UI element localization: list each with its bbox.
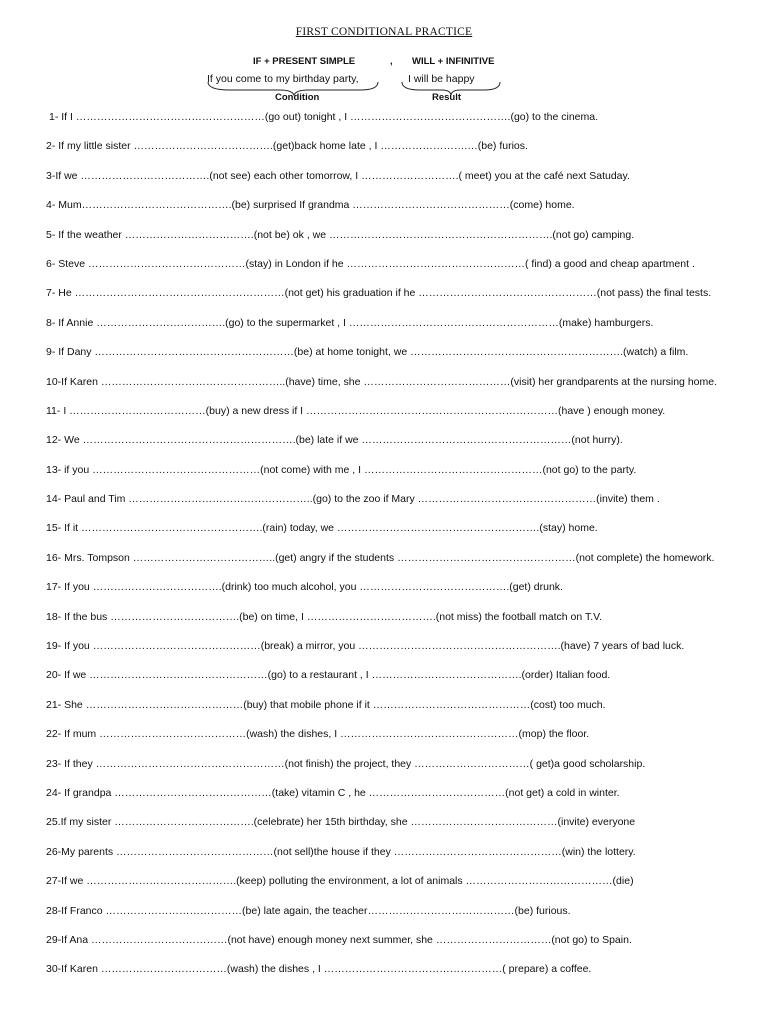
exercise-item: 12- We …………………………………………………….(be) late if we ……………………………………………………(not hurry).	[46, 434, 623, 447]
exercise-item: 29-If Ana …………………………………(not have) enough money next summer, she ……………………………(not go) to Spain.	[46, 933, 632, 946]
exercise-item: 28-If Franco …………………………………(be) late again, the teacher……………………………………(be) furious.	[46, 904, 571, 917]
exercise-item: 6- Steve ………………………………………(stay) in London if he ……………………………………………( find) a good and cheap apartment .	[46, 257, 695, 270]
exercise-item: 20- If we ……………………………………………(go) to a restaurant , I …………………………………….(order) Italian food.	[46, 669, 611, 682]
exercise-item: 24- If grandpa ………………………………………(take) vitamin C , he …………………………………(not get) a cold in winter.	[46, 786, 620, 799]
exercise-item: 7- He ……………………………………………………(not get) his graduation if he ……………………………………………(not pass) the final tests.	[46, 287, 712, 300]
exercise-item: 4- Mum…………………………………….(be) surprised If grandma ………………………………………(come) home.	[46, 199, 575, 212]
exercise-item: 14- Paul and Tim ……………………………………………..(go) to the zoo if Mary ……………………………………………(invite) them .	[46, 493, 660, 506]
exercise-item: 26-My parents ………………………………………(not sell)the house if they …………………………………………(win) the lottery.	[46, 845, 636, 858]
exercise-item: 3-If we ……………………………….(not see) each other tomorrow, I ……………………….( meet) you at the café next Satuday.	[46, 169, 630, 182]
formula-comma: ,	[390, 56, 393, 67]
exercise-item: 21- She ………………………………………(buy) that mobile phone if it ………………………………………(cost) too much.	[46, 698, 606, 711]
exercise-item: 19- If you …………………………………………(break) a mirror, you ………………………………………………….(have) 7 years of bad luck.	[46, 640, 685, 653]
exercise-item: 17- If you ……………………………….(drink) too much alcohol, you …………………………………….(get) drunk.	[46, 581, 563, 594]
formula-condition: IF + PRESENT SIMPLE	[253, 56, 356, 67]
exercise-item: 11- I …………………………………(buy) a new dress if I ………………………………………………………………(have ) enough money.	[46, 404, 666, 417]
exercise-item: 30-If Karen ………………………………(wash) the dishes , I ……………………………………………( prepare) a coffee.	[46, 963, 592, 976]
exercise-item: 2- If my little sister ………………………………….(get)back home late , I …………………….…(be) furios.	[46, 140, 528, 153]
exercise-item: 25.If my sister ………………………………….(celebrate) her 15th birthday, she ……………………………………(invite) everyone	[46, 816, 636, 829]
example-condition: If you come to my birthday party,	[207, 73, 359, 85]
exercise-item: 27-If we …………………………………….(keep) polluting the environment, a lot of animals ……………………………………(die)	[46, 875, 634, 888]
exercise-item: 10-If Karen ……………………………………………..(have) time, she ……………………………………(visit) her grandparents at the nursing home.	[46, 375, 718, 388]
example-brackets	[0, 0, 768, 100]
exercise-item: 15- If it …………………………………………….(rain) today, we ………………………………………………….(stay) home.	[46, 522, 598, 535]
condition-label: Condition	[275, 92, 320, 103]
exercise-item: 9- If Dany …………………………………………………(be) at home tonight, we …………………………………………………….(watch) a film.	[46, 346, 689, 359]
exercise-item: 1- If I ………………………………………………(go out) tonight , I ……………………………………….(go) to the cinema.	[49, 111, 599, 123]
result-label: Result	[432, 92, 462, 103]
page-title: FIRST CONDITIONAL PRACTICE	[295, 26, 473, 38]
exercise-item: 18- If the bus ……………………………….(be) on time, I ……………………………….(not miss) the football match on T.V.	[46, 610, 603, 623]
exercise-list	[0, 103, 768, 985]
exercise-item: 5- If the weather ……………………………….(not be) ok , we ……………………………………………………….(not go) camping.	[46, 228, 635, 241]
example-result: I will be happy	[408, 73, 475, 85]
exercise-item: 23- If they ………………………………………………(not finish) the project, they ……………………………( get)a good scholarship.	[46, 757, 646, 770]
exercise-item: 8- If Annie ……………………………….(go) to the supermarket , I ……………………………………………………(make) hamburgers.	[46, 316, 654, 329]
exercise-item: 16- Mrs. Tompson …………………………………..(get) angry if the students ……………………………………………(not complete) the homework.	[46, 551, 715, 564]
formula-result: WILL + INFINITIVE	[412, 56, 495, 67]
exercise-item: 22- If mum ……………………………………(wash) the dishes, I ……………………………………………(mop) the floor.	[46, 728, 590, 741]
exercise-item: 13- if you …………………………………………(not come) with me , I ……………………………………………(not go) to the party.	[46, 463, 637, 476]
